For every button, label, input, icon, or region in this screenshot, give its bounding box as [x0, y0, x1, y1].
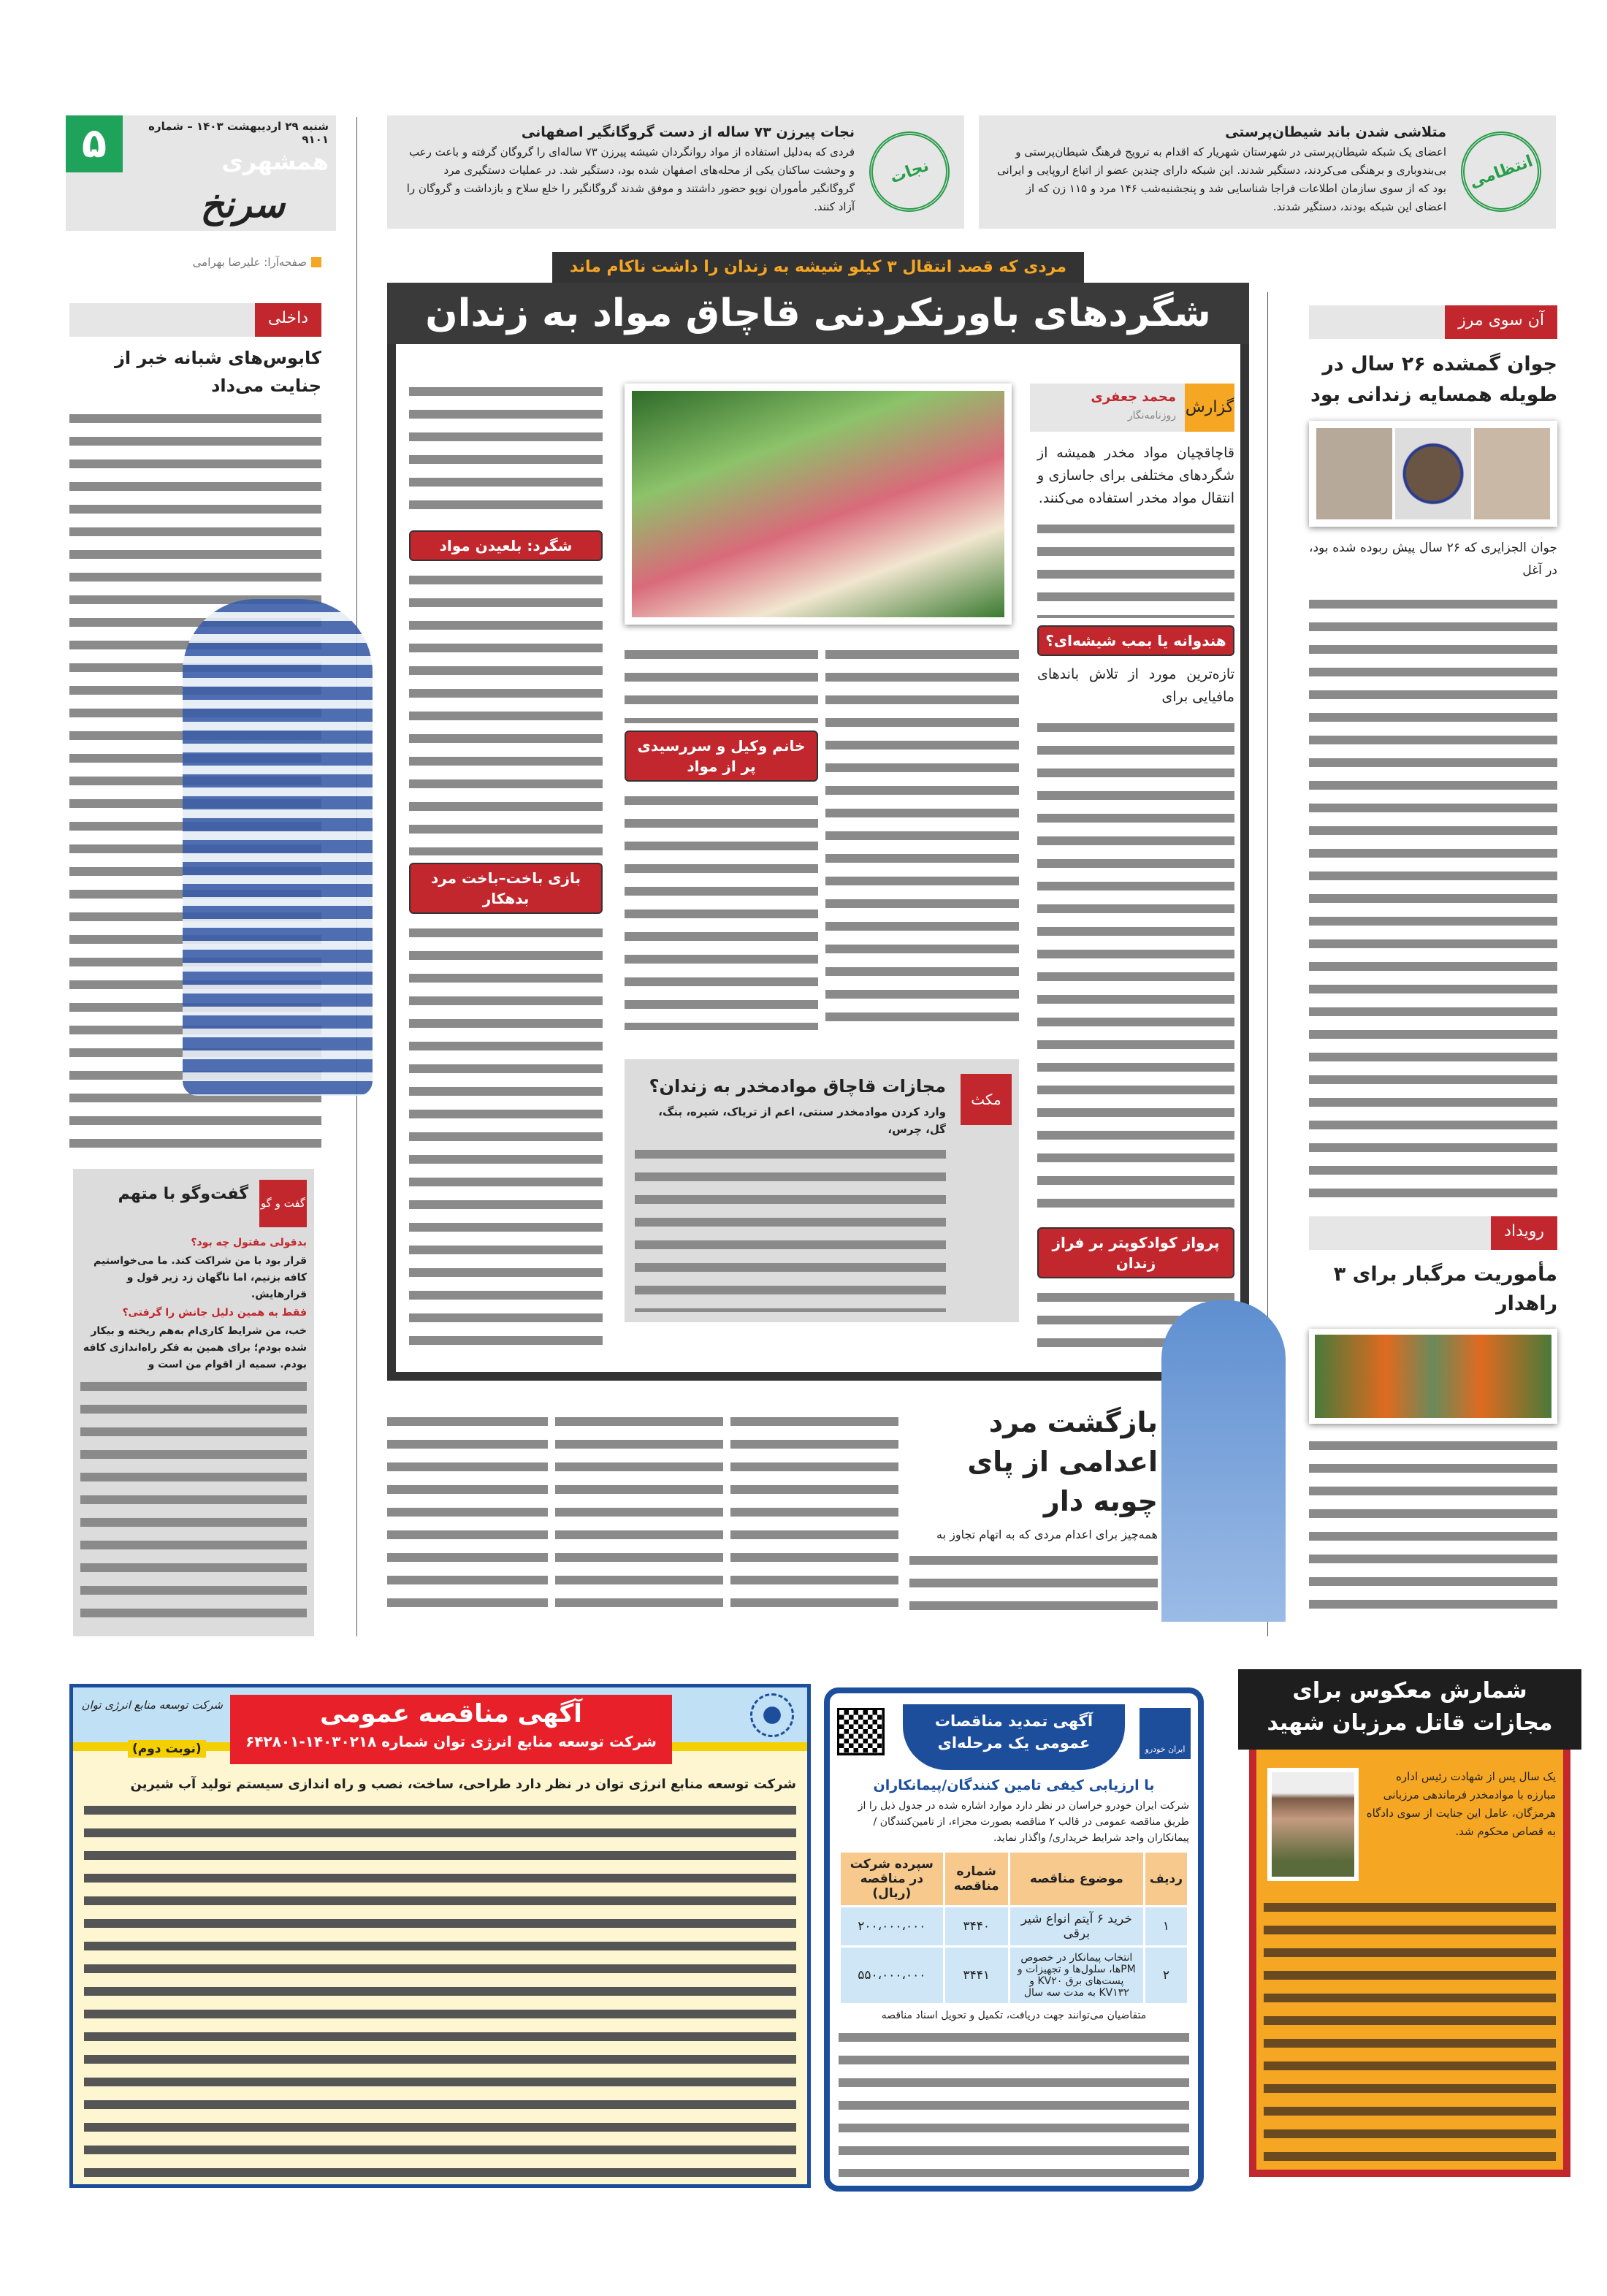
main-lead: قاچاقچیان مواد مخدر همیشه از شگردهای مختلفی برای جاسازی و انتقال مواد مخدر استفاده می‌کنند. [1037, 445, 1234, 506]
ad-subtitle: با ارزیابی کیفی تامین کنندگان/پیمانکاران [873, 1777, 1155, 1793]
iran-khodro-logo: ایران خودرو [1140, 1708, 1191, 1759]
column-header: سپرده شرکت در مناقصه (ریال) [840, 1852, 944, 1907]
text-column [839, 2026, 1189, 2177]
missing-man-photos [1309, 421, 1557, 527]
main-column-d [409, 380, 603, 1351]
stamp-icon: انتظامی [1450, 121, 1553, 224]
text-column [909, 1549, 1158, 1614]
brief-title: نجات پیرزن ۷۳ ساله از دست گروگانگیر اصفهانی [521, 124, 855, 140]
section-header-domestic: داخلی [69, 303, 321, 337]
box-tag: مکث [961, 1074, 1012, 1125]
stamp-icon: نجات [858, 121, 961, 224]
brief-body: اعضای یک شبکه شیطان‌پرستی در شهرستان شهریار که اقدام به ترویج فرهنگ شیطان‌پرستی و بی‌بندوباری و برهنگی می‌کردند، دستگیر شدند. این شبکه دارای چندین عضو از اتباع اروپایی و ایرانی بود که از سوی سازمان اطلاعات فراجا شناسایی شد و پنجشنبه‌شب ۱۴۶ مرد و ۱۱۵ زن که از اعضای این شبکه بودند، دستگیر شدند. [996, 145, 1446, 213]
box-lead: وارد کردن موادمخدر سنتی، اعم از تریاک، شیره، بنگ، گل، چرس، [658, 1105, 946, 1136]
subhead-swallow: شگرد: بلعیدن مواد [409, 530, 603, 561]
subhead-debtor: بازی باخت–باخت مرد بدهکار [409, 863, 603, 914]
road-workers-photo [1309, 1329, 1557, 1424]
subhead-watermelon: هندوانه یا بمب شیشه‌ای؟ [1037, 625, 1234, 656]
watermelon-photo [625, 384, 1012, 625]
ad-title: آگهی مناقصه عمومی [320, 1699, 582, 1728]
photo [1395, 428, 1471, 519]
bullet-icon [311, 257, 321, 267]
masthead [66, 115, 336, 231]
execution-column [909, 1403, 1158, 1614]
interview-title: گفت‌وگو با متهم [118, 1185, 248, 1203]
main-headline: شگردهای باورنکردنی قاچاق مواد به زندان [387, 283, 1249, 344]
right-headline: جوان گمشده ۲۶ سال در طویله همسایه زندانی بود [1310, 353, 1557, 406]
main-column-b [825, 643, 1019, 1030]
box-title: مجازات قاچاق موادمخدر به زندان؟ [649, 1076, 946, 1096]
question: بدقولی مقتول چه بود؟ [191, 1237, 307, 1248]
text-column [625, 789, 818, 1030]
text-column [387, 1410, 548, 1614]
section-header-event: رویداد [1309, 1216, 1557, 1250]
brief-body: فردی که به‌دلیل استفاده از مواد روانگردان شیشه پیرزن ۷۳ ساله‌ای را گروگان گرفته و باعث رعب و وحشت ساکنان یکی از محله‌های اصفهان شده بود، دستگیر شد. در عملیات دستگیری مرد گروگانگیر مأموران نوپو حضور داشتند و موفق شدند گروگانگیر را خلع سلاح و بازداشت و گروگان را آزاد کنند. [406, 145, 855, 213]
main-header [387, 252, 1249, 344]
answer: خب، من شرایط کاری‌ام به‌هم ریخته و بیکار شده بودم؛ برای همین به فکر راه‌اندازی کافه بودم. سمیه از اقوام من است و [83, 1325, 307, 1370]
author-role: روزنامه‌نگار [1127, 410, 1176, 422]
ad-title: آگهی تمدید مناقصات عمومی یک مرحله‌ای [903, 1704, 1125, 1770]
column-header: ردیف [1144, 1852, 1188, 1907]
tender-table [839, 1850, 1189, 2005]
text-column [409, 380, 603, 523]
text-column [409, 921, 603, 1351]
event-column [1309, 1216, 1557, 1618]
right-column [1309, 305, 1557, 1198]
column-header: موضوع مناقصه [1009, 1852, 1144, 1907]
text-column [1309, 592, 1557, 1198]
section-logo: سرنخ [200, 183, 285, 226]
tender-round: (نوبت دوم) [128, 1740, 206, 1758]
penalty-box [625, 1059, 1019, 1322]
main-column-a [1037, 442, 1234, 1351]
interview-tag: گفت و گو [259, 1180, 307, 1227]
text-column [555, 1410, 723, 1614]
ad-right-border-guard [1249, 1739, 1570, 2177]
table-row: ۱ خرید ۶ آیتم انواع شیر برقی ۳۴۴۰ ۲۰۰،۰۰۰،۰۰۰ [840, 1907, 1188, 1947]
text-column [409, 568, 603, 855]
section-header-abroad: آن سوی مرز [1309, 305, 1557, 339]
officer-photo [1161, 1300, 1286, 1622]
author-name: محمد جعفری [1091, 389, 1176, 405]
right-lead: جوان الجزایری که ۲۶ سال پیش ربوده شده بود، در آغل [1309, 541, 1557, 578]
subhead-quadcopter: پرواز کوادکوپتر بر فراز زندان [1037, 1227, 1234, 1278]
ad-mid-iran-khodro [824, 1687, 1204, 2192]
sub1-lead: تازه‌ترین مورد از تلاش باندهای مافیایی برای [1037, 666, 1234, 705]
photo [1316, 428, 1392, 519]
ad-body: یک سال پس از شهادت رئیس اداره مبارزه با موادمخدر فرماندهی مرزبانی هرمزگان، عامل این جنایت از سوی دادگاه به قصاص محکوم شد. [1366, 1770, 1556, 1838]
text-column [1309, 1434, 1557, 1618]
text-column [635, 1143, 946, 1312]
execution-headline: بازگشت مرد اعدامی از پای چوبه دار [967, 1406, 1158, 1517]
qr-code-icon [837, 1708, 885, 1755]
main-column-c [625, 643, 818, 1030]
question: فقط به همین دلیل جانش را گرفتی؟ [122, 1307, 307, 1319]
main-kicker: مردی که قصد انتقال ۳ کیلو شیشه به زندان را داشت ناکام ماند [552, 252, 1084, 283]
answer: قرار بود با من شراکت کند. ما می‌خواستیم کافه بزنیم، اما ناگهان زد زیر قول و قرارهایش. [93, 1255, 307, 1300]
execution-lead: همه‌چیز برای اعدام مردی که به اتهام تجاوز به [936, 1528, 1158, 1541]
interview-box [73, 1169, 314, 1636]
column-header: شماره مناقصه [944, 1852, 1009, 1907]
report-tag-box [1030, 384, 1234, 432]
ad-body: شرکت توسعه منابع انرژی توان در نظر دارد طراحی، ساخت، نصب و راه اندازی سیستم تولید آب شیرین [130, 1777, 796, 1792]
photo [1474, 428, 1550, 519]
issue-date: شنبه ۲۹ اردیبهشت ۱۴۰۳ – شماره ۹۱۰۱ [148, 120, 329, 146]
left-headline: کابوس‌های شبانه خبر از جنایت می‌داد [115, 348, 321, 396]
text-column [1037, 517, 1234, 618]
ad-company-line: شرکت توسعه منابع انرژی توان شماره ۱۴۰۳۰۲۱۸-۶۴۲۸۰۱ [245, 1733, 657, 1750]
report-tag: گزارش [1185, 384, 1234, 432]
brief-hostage-rescue [387, 115, 964, 229]
martyr-photo [1267, 1768, 1359, 1881]
ad-left-tender [69, 1684, 811, 2188]
ad-footer: متقاضیان می‌توانند جهت دریافت، تکمیل و تحویل اسناد مناقصه [881, 2010, 1147, 2021]
ad-right-headline: شمارش معکوس برای مجازات قاتل مرزبان شهید [1238, 1669, 1581, 1750]
prisoner-photo [183, 599, 373, 1096]
designer-credit: صفحه‌آرا: علیرضا بهرامی [193, 256, 321, 269]
text-column [625, 643, 818, 723]
subhead-lawyer: خانم وکیل و سررسیدی پر از مواد [625, 731, 818, 782]
paper-name-logo: همشهری [221, 148, 329, 175]
text-column [825, 643, 1019, 1030]
text-column [1037, 716, 1234, 1220]
brief-satanist-band [979, 115, 1556, 229]
text-column [730, 1410, 898, 1614]
page-number: ۵ [66, 115, 123, 172]
emblem-icon [750, 1693, 794, 1737]
table-row: ۲ انتخاب پیمانکار در خصوص PMها، سلول‌ها و تجهیزات و پست‌های برق KV۲۰ و KV۱۳۲ به مدت سه سال ۳۴۴۱ ۵۵۰،۰۰۰،۰۰۰ [840, 1947, 1188, 2005]
event-headline: مأموریت مرگبار برای ۳ راهدار [1333, 1263, 1557, 1315]
ad-intro: شرکت ایران خودرو خراسان در نظر دارد موارد اشاره شده در جدول ذیل را از طریق مناقصه عمومی در قالب ۲ مناقصه بصورت مجزاء، از تامین‌کنندگان / پیمانکاران واجد شرایط خریداری/ واگذار نماید. [858, 1800, 1189, 1844]
brief-title: متلاشی شدن باند شیطان‌پرستی [1225, 124, 1446, 140]
text-column [84, 1799, 796, 2177]
company-logo-text: شرکت توسعه منابع انرژی توان [81, 1698, 223, 1712]
text-column [1264, 1896, 1556, 2162]
text-column [80, 1375, 307, 1629]
